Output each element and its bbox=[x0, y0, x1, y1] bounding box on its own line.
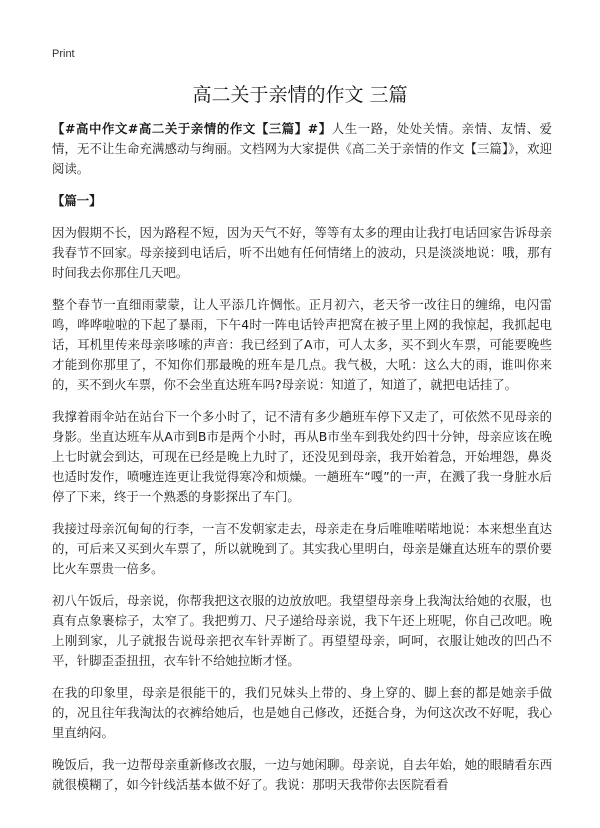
article-paragraph: 整个春节一直细雨蒙蒙，让人平添几许惆怅。正月初六，老天爷一改往日的缠绵，电闪雷鸣，哗哗啦啦的下起了暴雨，下午4时一阵电话铃声把窝在被子里上网的我惊起，我抓起电话，耳机里传来母亲哆嗦的声音：我已经到了A市，可人太多，买不到火车票，可能要晚些才能到你那里了，不知你们那最晚的班车是几点。我气极，大吼：这么大的雨，谁叫你来的，买不到火车票，你不会坐直达班车吗?母亲说：知道了，知道了，就把电话挂了。 bbox=[52, 297, 552, 392]
print-link[interactable]: Print bbox=[52, 48, 75, 60]
article-paragraph: 因为假期不长，因为路程不短，因为天气不好，等等有太多的理由让我打电话回家告诉母亲我春节不回家。母亲接到电话后，听不出她有任何情绪上的波动，只是淡淡地说：哦，那有时间我去你那住几天吧。 bbox=[52, 225, 552, 280]
intro-paragraph bbox=[52, 119, 552, 179]
article-paragraph: 初八午饭后，母亲说，你帮我把这衣服的边放放吧。我望望母亲身上我淘汰给她的衣服，也真有点象裹棕子，太窄了。我把剪刀、尺子递给母亲说，我下午还上班呢，你自己改吧。晚上刚到家，儿子就报告说母亲把衣车针弄断了。再望望母亲，呵呵，衣服让她改的凹凸不平，针脚歪歪扭扭，衣车针不给她拉断才怪。 bbox=[52, 593, 552, 668]
intro-text: 人生一路，处处关情。亲情、友情、爱情，无不让生命充满感动与绚丽。文档网为大家提供《高二关于亲情的作文【三篇】》，欢迎阅读。 bbox=[52, 121, 552, 176]
intro-tags: 【#高中作文#高二关于亲情的作文【三篇】#】 bbox=[52, 121, 332, 136]
article-paragraph: 我接过母亲沉甸甸的行李，一言不发朝家走去，母亲走在身后唯唯喏喏地说：本来想坐直达的，可后来又买到火车票了，所以就晚到了。其实我心里明白，母亲是嫌直达班车的票价要比火车票贵一倍多。 bbox=[52, 521, 552, 576]
section-heading: 【篇一】 bbox=[52, 193, 102, 208]
article-paragraph: 晚饭后，我一边帮母亲重新修改衣服，一边与她闲聊。母亲说，自去年始，她的眼睛看东西就很模糊了，如今针线活基本做不好了。我说：那明天我带你去医院看看 bbox=[52, 757, 552, 792]
article-body bbox=[52, 119, 552, 807]
article-paragraph: 我撑着雨伞站在站台下一个多小时了，记不清有多少趟班车停下又走了，可依然不见母亲的身影。坐直达班车从A市到B市是两个小时，再从B市坐车到我处约四十分钟，母亲应该在晚上七时就会到达，可现在已经是晚上九时了，还没见到母亲，我开始着急，开始埋怨，鼻炎也适时发作，喷嚏连连更让我觉得寒冷和烦燥。一趟班车“嘎”的一声，在溅了我一身脏水后停了下来，终于一个熟悉的身影探出了车门。 bbox=[52, 409, 552, 504]
article-paragraph: 在我的印象里，母亲是很能干的，我们兄妹头上带的、身上穿的、脚上套的都是她亲手做的，况且往年我淘汰的衣裤给她后，也是她自己修改，还挺合身，为何这次改不好呢，我心里直纳闷。 bbox=[52, 685, 552, 740]
page-title: 高二关于亲情的作文 三篇 bbox=[192, 84, 408, 106]
